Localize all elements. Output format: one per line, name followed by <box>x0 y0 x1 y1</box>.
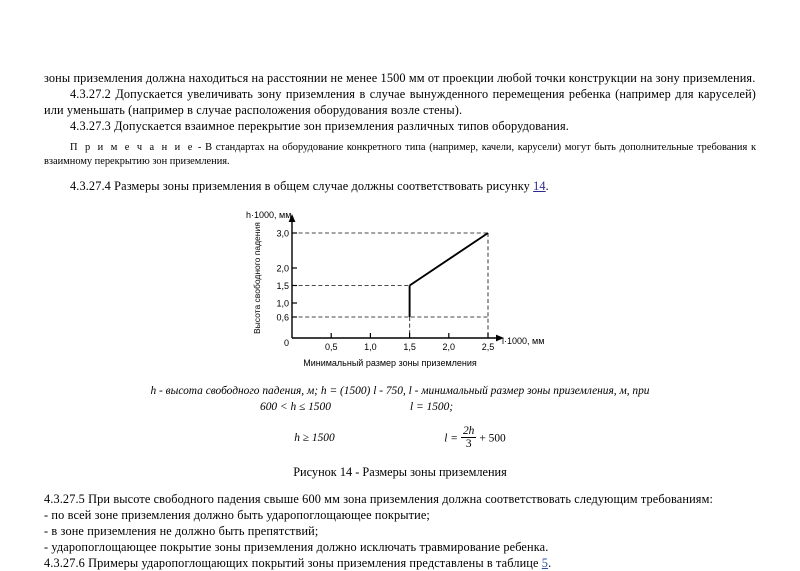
legend-condition-1: 600 < h ≤ 1500 <box>260 400 331 413</box>
note-text: В стандартах на оборудование конкретного типа (например, качели, карусели) могут быть дополнительные требования к взаимному перекрытию зон приземления. <box>44 142 757 167</box>
y-tick-1-0: 1,0 <box>276 298 289 309</box>
chart-reference-lines <box>292 233 488 338</box>
figure-14 <box>44 206 756 376</box>
y-axis-tick-labels <box>276 228 289 348</box>
y-tick-0: 0 <box>283 337 289 348</box>
chart-svg <box>240 206 570 376</box>
x-tick-0-5: 0,5 <box>324 341 338 352</box>
legend-formula-2 <box>444 426 505 452</box>
legend-line-2 <box>44 400 756 415</box>
paragraph-4-3-27-4-period: . <box>545 178 549 193</box>
x-tick-1-0: 1,0 <box>364 341 377 352</box>
paragraph-4-3-27-3: 4.3.27.3 Допускается взаимное перекрытие зон приземления различных типов оборудования. <box>70 119 569 134</box>
figure-legend <box>44 384 756 452</box>
x-axis-ticks <box>331 333 488 338</box>
chart-axes <box>292 222 496 338</box>
y-axis-title: Высота свободного падения <box>252 221 262 334</box>
legend-formula-lhs: l = <box>444 432 458 445</box>
figure-caption: Рисунок 14 - Размеры зоны приземления <box>293 464 507 479</box>
paragraph-block-bottom <box>44 491 756 571</box>
table-5-link[interactable]: 5 <box>541 556 549 571</box>
paragraph-4-3-27-2: 4.3.27.2 Допускается увеличивать зону приземления в случае вынужденного перемещения ребенка (например для каруселей) или уменьшать (например в случае расположения оборудования возле стены). <box>44 87 756 118</box>
paragraph-4-3-27-4 <box>44 178 756 194</box>
x-axis-unit-label: l·1000, мм <box>502 335 545 346</box>
y-tick-0-6: 0,6 <box>276 312 289 323</box>
paragraph-continuation: зоны приземления должна находиться на расстоянии не менее 1500 мм от проекции любой точки конструкции на зону приземления. <box>44 71 756 85</box>
legend-fraction-denominator: 3 <box>465 437 472 450</box>
spacer <box>44 169 756 178</box>
y-tick-2-0: 2,0 <box>276 263 289 274</box>
x-tick-2-5: 2,5 <box>481 341 495 352</box>
legend-line-1: h - высота свободного падения, м; h = (1500) l - 750, l - минимальный размер зоны приземления, м, при <box>150 384 650 397</box>
legend-line-3 <box>44 426 756 452</box>
y-axis-ticks <box>292 233 297 317</box>
y-tick-3-0: 3,0 <box>276 228 289 239</box>
list-item-injury: - ударопоглощающее покрытие зоны приземления должно исключать травмирование ребенка. <box>44 539 549 554</box>
paragraph-4-3-27-6-text: 4.3.27.6 Примеры ударопоглощающих покрытий зоны приземления представлены в таблице <box>44 556 542 571</box>
paragraph-4-3-27-4-text: 4.3.27.4 Размеры зоны приземления в общем случае должны соответствовать рисунку <box>70 178 534 193</box>
y-axis-unit-label: h·1000, мм <box>246 209 292 220</box>
x-tick-2-0: 2,0 <box>442 341 456 352</box>
figure-14-link[interactable]: 14 <box>533 178 546 193</box>
legend-fraction-numerator: 2h <box>462 424 475 437</box>
paragraph-4-3-27-6-period: . <box>548 556 552 571</box>
note-separator: - <box>194 142 206 154</box>
legend-fraction <box>461 425 476 451</box>
paragraph-block-top <box>44 70 756 134</box>
x-axis-tick-labels <box>325 342 494 352</box>
x-axis-title: Минимальный размер зоны приземления <box>303 357 477 368</box>
legend-condition-2: h ≥ 1500 <box>294 432 335 445</box>
y-tick-1-5: 1,5 <box>276 280 289 291</box>
note-label: П р и м е ч а н и е <box>70 142 195 154</box>
list-item-obstacles: - в зоне приземления не должно быть препятствий; <box>44 523 319 538</box>
legend-value-1: l = 1500; <box>410 400 454 413</box>
chart-landing-zone-dimensions <box>240 206 570 376</box>
series-diagonal-segment <box>410 233 488 286</box>
list-item-covering: - по всей зоне приземления должно быть ударопоглощающее покрытие; <box>44 507 430 522</box>
note-block <box>44 141 756 168</box>
paragraph-4-3-27-6 <box>44 555 756 571</box>
x-tick-1-5: 1,5 <box>403 341 416 352</box>
chart-series <box>410 233 488 317</box>
legend-formula-tail: + 500 <box>479 432 506 445</box>
paragraph-4-3-27-5: 4.3.27.5 При высоте свободного падения свыше 600 мм зона приземления должна соответствовать следующим требованиям: <box>44 491 714 506</box>
